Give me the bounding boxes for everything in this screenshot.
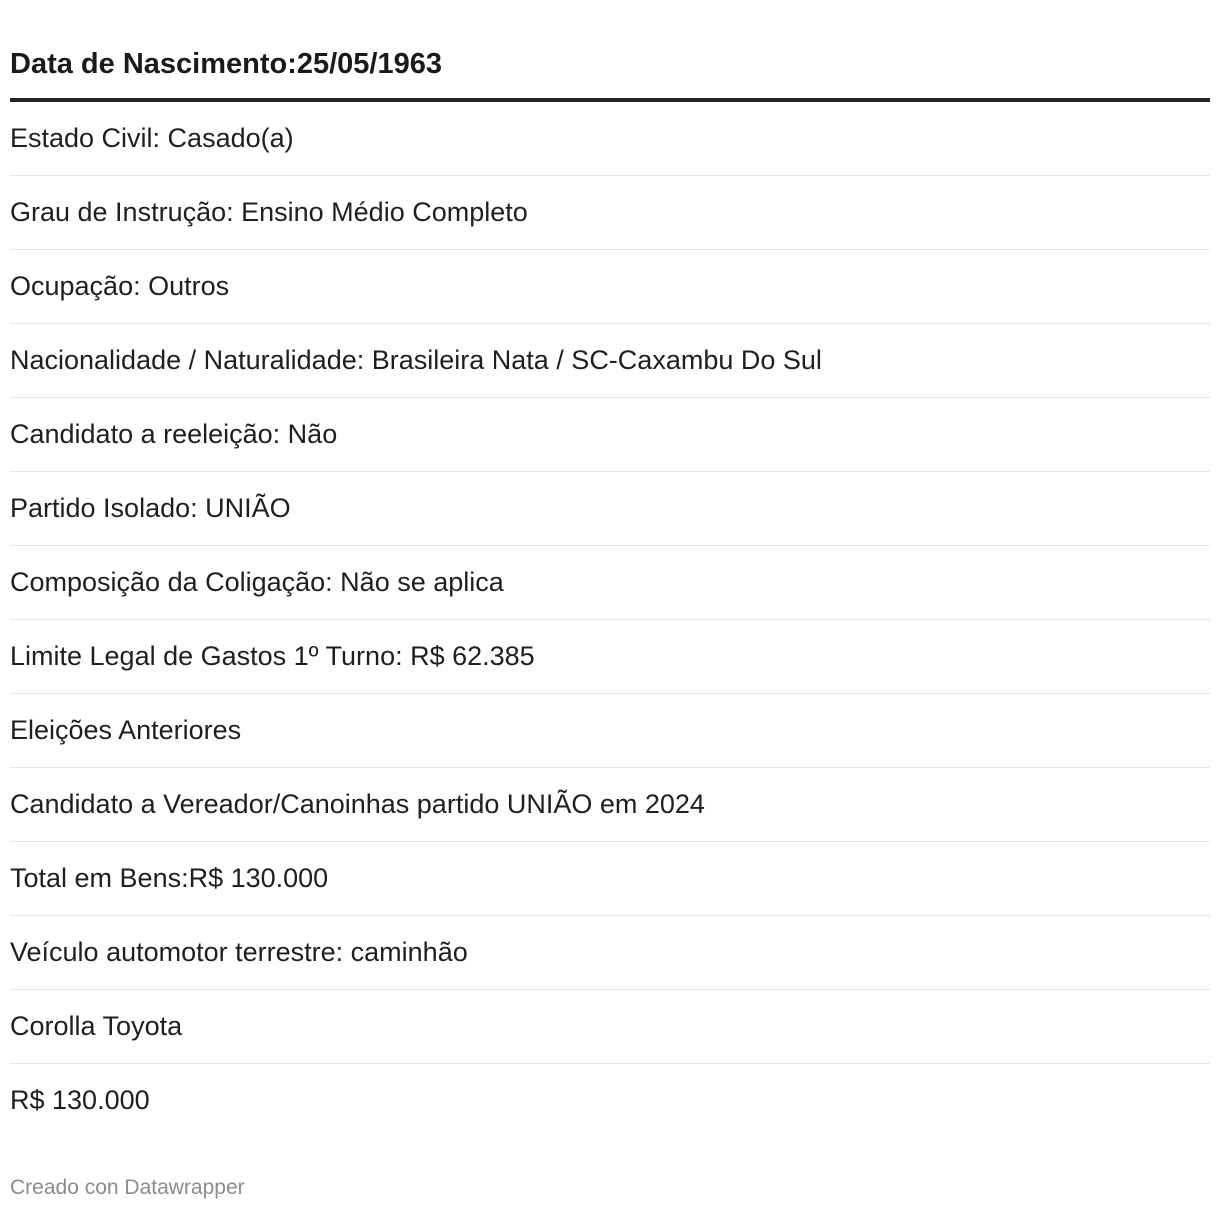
table-row <box>10 102 1210 176</box>
row-spending-limit: Limite Legal de Gastos 1º Turno: R$ 62.385 <box>10 641 535 671</box>
info-table <box>10 0 1210 1137</box>
table-row <box>10 694 1210 768</box>
row-education: Grau de Instrução: Ensino Médio Completo <box>10 197 528 227</box>
datawrapper-credit[interactable]: Creado con Datawrapper <box>10 1176 245 1199</box>
table-header <box>10 0 1210 102</box>
row-vehicle-type: Veículo automotor terrestre: caminhão <box>10 937 468 967</box>
row-vehicle-value: R$ 130.000 <box>10 1085 150 1115</box>
table-row <box>10 990 1210 1064</box>
row-reelection: Candidato a reeleição: Não <box>10 419 338 449</box>
row-party: Partido Isolado: UNIÃO <box>10 493 291 523</box>
table-row <box>10 472 1210 546</box>
table-row <box>10 546 1210 620</box>
table-row <box>10 398 1210 472</box>
row-total-assets: Total em Bens:R$ 130.000 <box>10 863 329 893</box>
row-nationality: Nacionalidade / Naturalidade: Brasileira Nata / SC-Caxambu Do Sul <box>10 345 822 375</box>
table-row <box>10 250 1210 324</box>
table-row <box>10 620 1210 694</box>
row-occupation: Ocupação: Outros <box>10 271 230 301</box>
row-previous-elections: Eleições Anteriores <box>10 715 242 745</box>
row-marital-status: Estado Civil: Casado(a) <box>10 123 294 153</box>
table-row <box>10 324 1210 398</box>
row-vehicle-model: Corolla Toyota <box>10 1011 183 1041</box>
table-row <box>10 176 1210 250</box>
header-birth-date: Data de Nascimento:25/05/1963 <box>10 48 442 80</box>
table-row <box>10 1064 1210 1137</box>
row-coalition: Composição da Coligação: Não se aplica <box>10 567 504 597</box>
table-row <box>10 842 1210 916</box>
row-previous-candidacy: Candidato a Vereador/Canoinhas partido UNIÃO em 2024 <box>10 789 705 819</box>
table-row <box>10 768 1210 842</box>
table-row <box>10 916 1210 990</box>
